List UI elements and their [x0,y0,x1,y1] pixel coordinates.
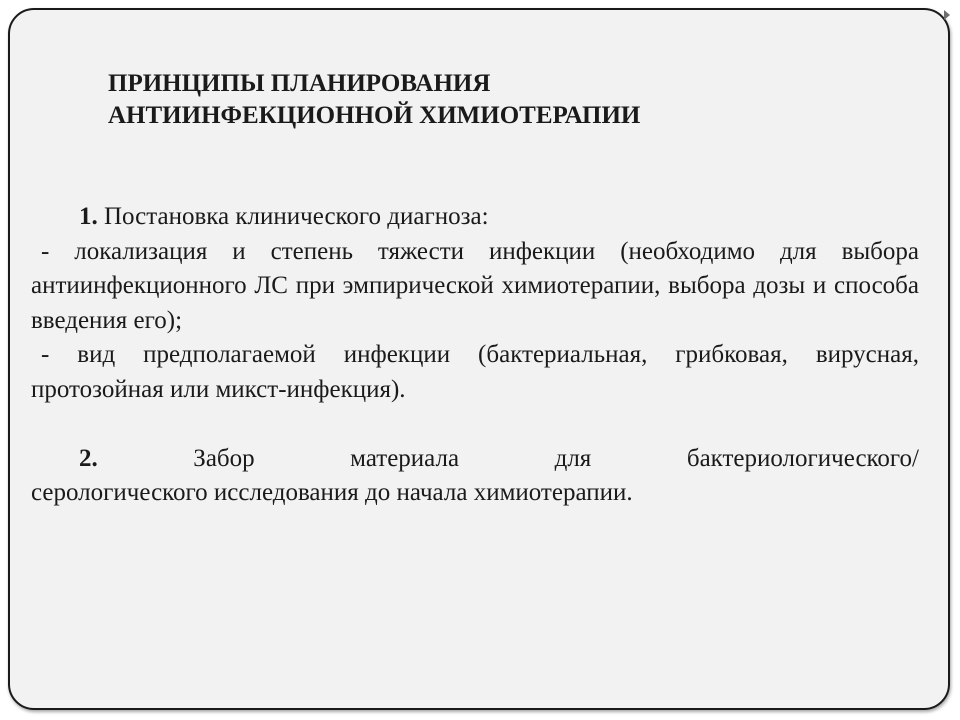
item-1-bullet-1: - локализация и степень тяжести инфекции (необходимо для выбора антиинфекционного ЛС при эмпирической химиотерапии, выбора дозы и способа введения его); [31,237,919,334]
item-2-line-1 [31,442,919,477]
item-1-number: 1. [79,203,98,230]
chevron-right-icon[interactable] [940,8,954,22]
title-line-1: ПРИНЦИПЫ ПЛАНИРОВАНИЯ [108,70,491,97]
slide-body [31,200,919,511]
item-1-heading-text: Постановка клинического диагноза: [104,203,489,230]
item-2-number: 2. [79,444,98,472]
item-1-bullet-2: - вид предполагаемой инфекции (бактериальная, грибковая, вирусная, протозойная или микст-инфекция). [31,341,919,403]
item-1-heading [31,200,919,235]
item-2-line-1-text: Забор материала для бактериологического/ [193,444,920,472]
spacer [31,407,919,442]
page-title [108,68,868,132]
title-line-2: АНТИИНФЕКЦИОННОЙ ХИМИОТЕРАПИИ [108,102,641,129]
item-2-line-2: серологического исследования до начала химиотерапии. [31,479,633,506]
